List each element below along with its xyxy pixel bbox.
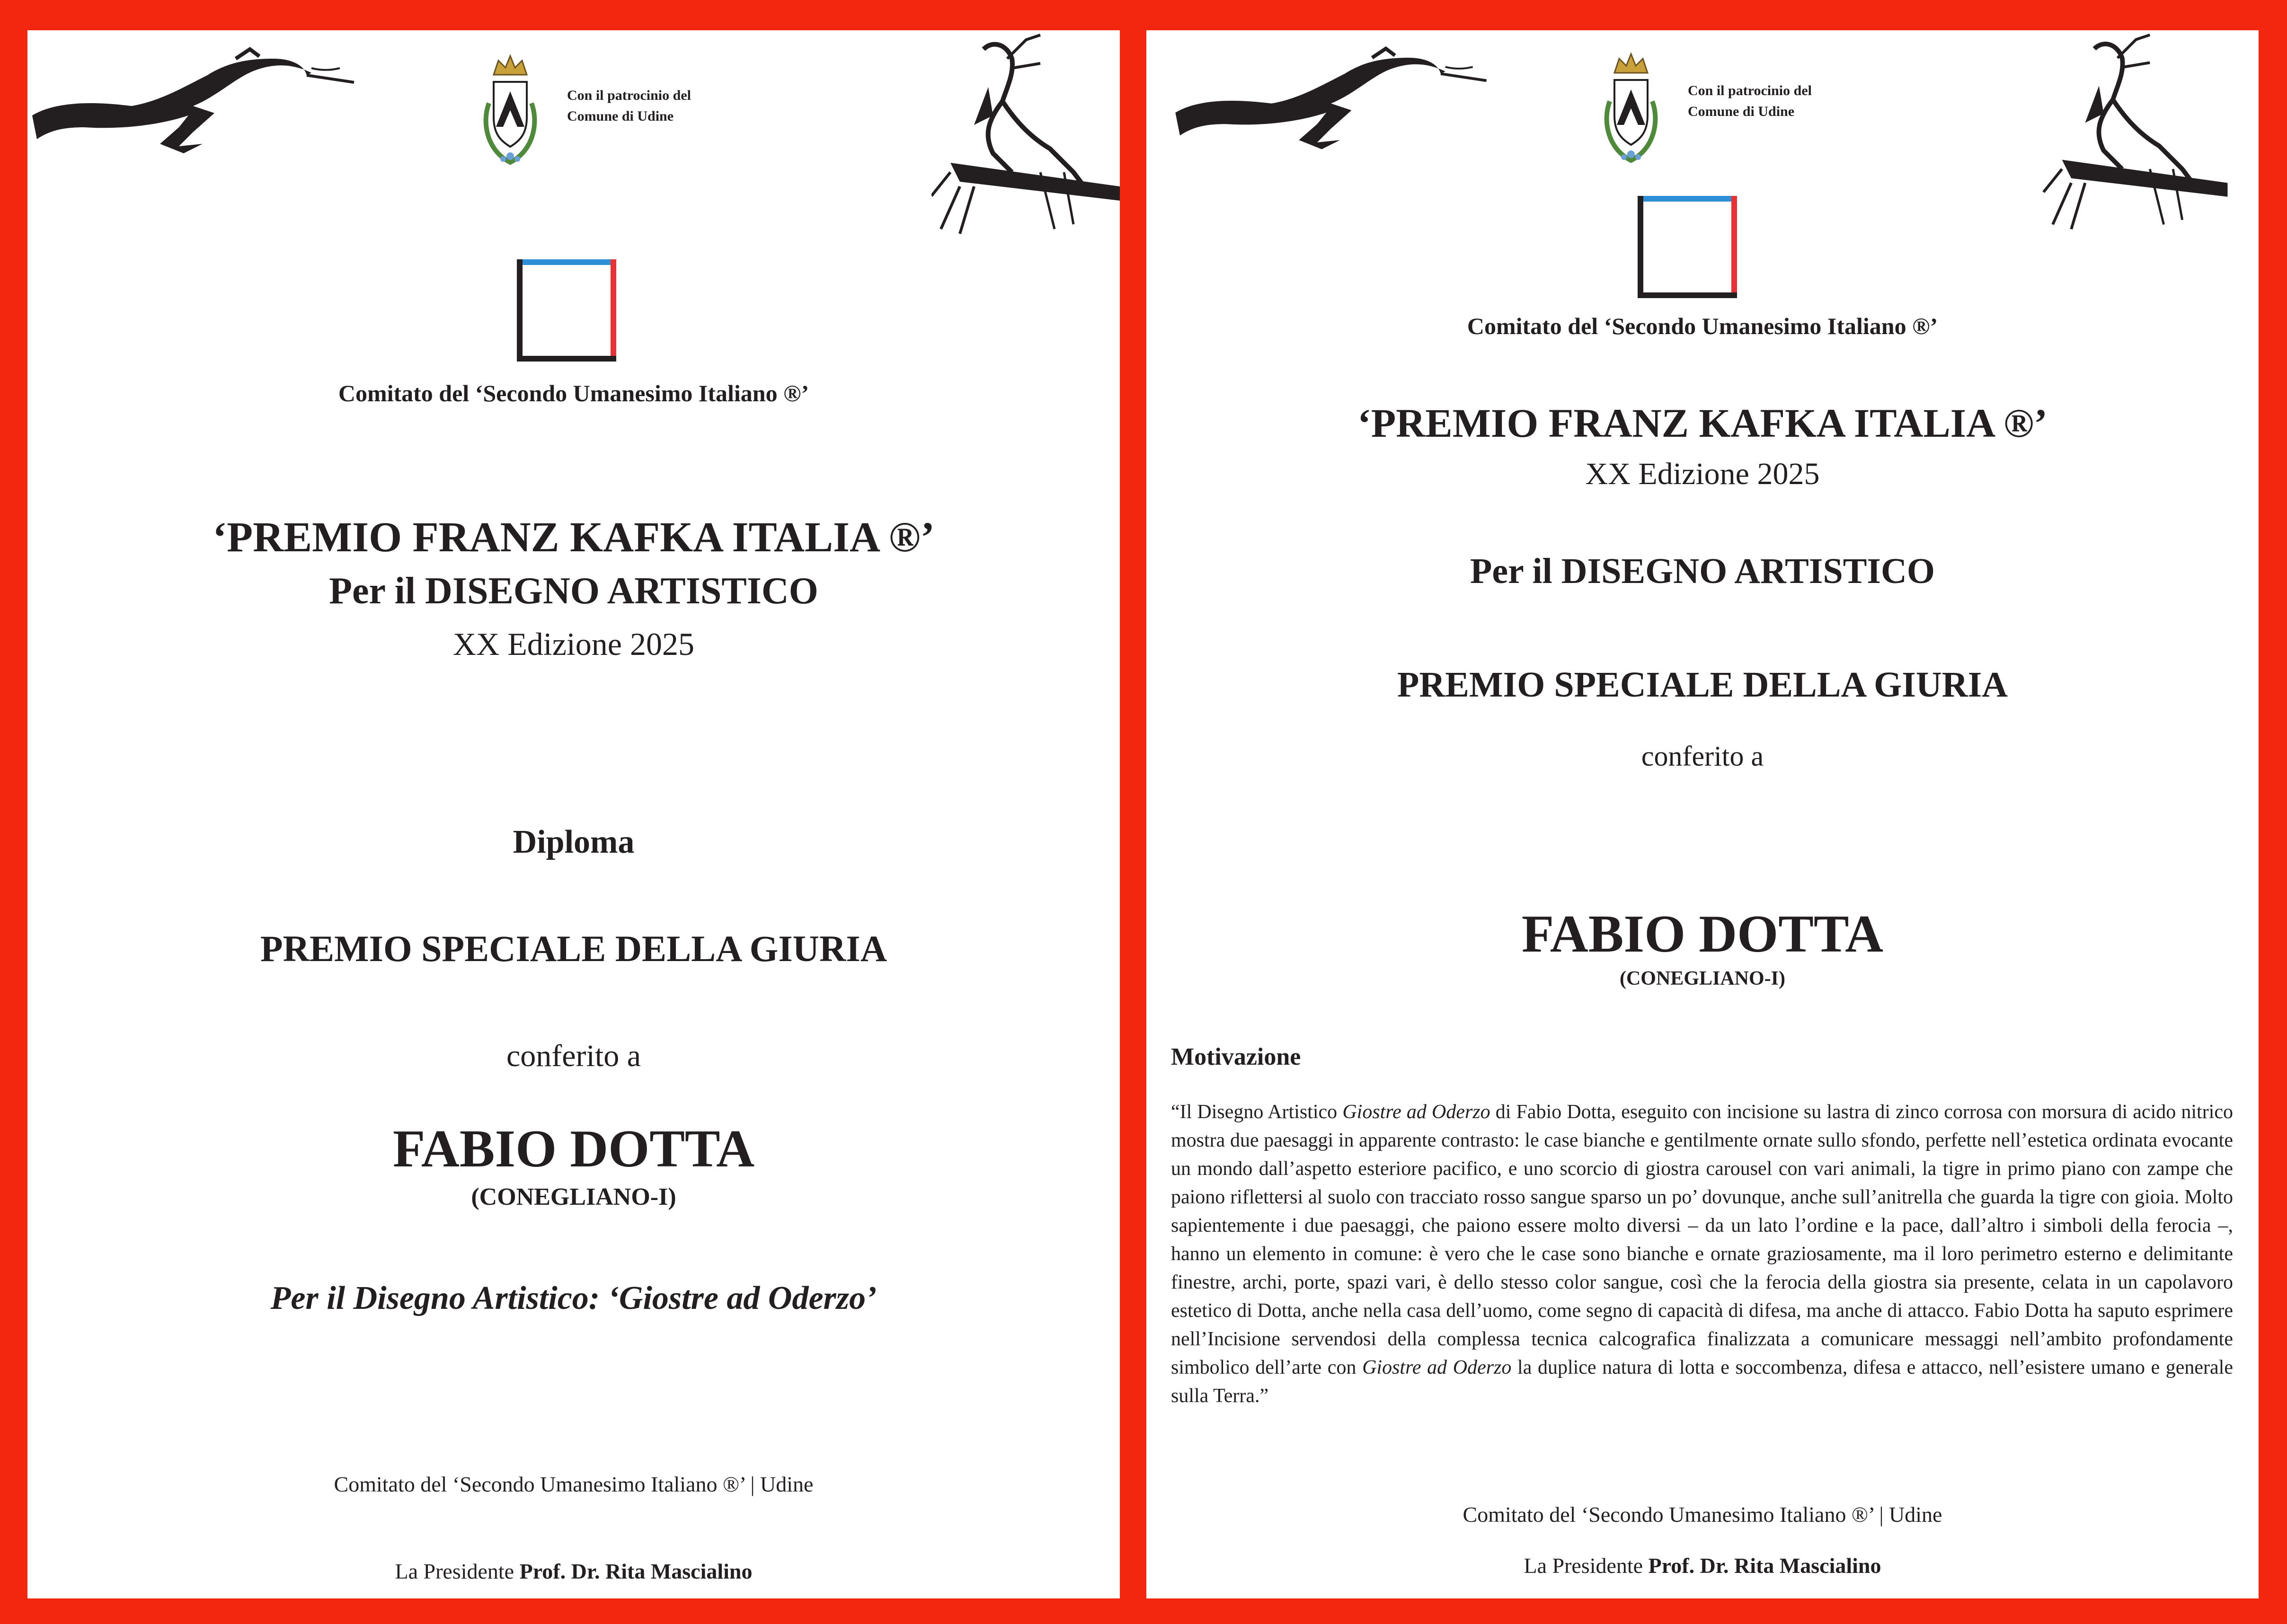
special-prize-label: PREMIO SPECIALE DELLA GIURIA <box>260 928 887 969</box>
ink-figure-drawing <box>2041 30 2230 234</box>
patronage-text <box>567 85 691 127</box>
president-name: Prof. Dr. Rita Mascialino <box>1648 1553 1881 1578</box>
awarded-to-label: conferito a <box>506 1039 641 1073</box>
diploma-label: Diploma <box>513 824 635 860</box>
footer-committee: Comitato del ‘Secondo Umanesimo Italiano ®’ | Udine <box>334 1472 814 1496</box>
winner-name: FABIO DOTTA <box>392 1120 755 1178</box>
ink-bird-drawing <box>27 30 359 172</box>
committee-name: Comitato del ‘Secondo Umanesimo Italiano ®’ <box>338 380 809 406</box>
diploma-page-left <box>27 30 1120 1598</box>
president-name: Prof. Dr. Rita Mascialino <box>519 1559 753 1583</box>
motivation-part-1: “Il Disegno Artistico <box>1171 1101 1343 1123</box>
president-label: La Presidente <box>395 1559 514 1583</box>
president-line <box>1146 1553 2259 1578</box>
udine-coat-of-arms-icon <box>1603 44 1659 168</box>
president-line <box>27 1559 1120 1584</box>
motivation-title: Motivazione <box>1171 1043 1301 1070</box>
edition-label: XX Edizione 2025 <box>453 626 694 662</box>
committee-name: Comitato del ‘Secondo Umanesimo Italiano ®’ <box>1467 313 1938 339</box>
award-category: Per il DISEGNO ARTISTICO <box>1470 551 1935 591</box>
motivation-part-2: di Fabio Dotta, eseguito con incisione su lastra di zinco corrosa con morsura di acido nitrico mostra due paesaggi in apparente contrasto: le case bianche e gentilmente ornate sullo sfondo, perfette nell’estetica ordinata evocante un mondo dall’aspetto esteriore pacifico, e uno scorcio di giostra carousel con vari animali, la tigre in primo piano con zampe che paiono riflettersi al suolo con tracciato rosso sangue sparso un po’ dovunque, anche sull’anitrella che guarda la tigre con gioia. Molto sapientemente i due paesaggi, che paiono essere molto diversi – da un lato l’ordine e la pace, dall’altro i simboli della ferocia –, hanno un elemento in comune: è vero che le case sono bianche e ornate graziosamente, ma il loro perimetro esterno e delimitante finestre, archi, porte, spazi vari, è dello stesso color sangue, così che la ferocia della giostra sia presente, celata in un capolavoro estetico di Dotta, anche nella casa dell’uomo, come segno di capacità di difesa, ma anche di attacco. Fabio Dotta ha saputo esprimere nell’Incisione servendosi della complessa tecnica calcografica finalizzata a comunicare messaggi nell’ambito profondamente simbolico dell’arte con <box>1171 1101 2233 1378</box>
motivation-part-3: la duplice natura di lotta e soccombenza, difesa e attacco, nell’esistere umano e generale sulla Terra.” <box>1171 1357 2233 1407</box>
motivation-work-title-2: Giostre ad Oderzo <box>1362 1357 1512 1378</box>
ink-figure-drawing <box>931 30 1120 238</box>
work-line: Per il Disegno Artistico: ‘Giostre ad Oderzo’ <box>270 1280 877 1316</box>
winner-place: (CONEGLIANO-I) <box>471 1183 676 1210</box>
diploma-page-right <box>1146 30 2259 1598</box>
president-label: La Presidente <box>1524 1553 1643 1578</box>
edition-label: XX Edizione 2025 <box>1585 457 1820 491</box>
motivation-work-title-1: Giostre ad Oderzo <box>1342 1101 1490 1123</box>
award-title: ‘PREMIO FRANZ KAFKA ITALIA ®’ <box>1357 400 2048 446</box>
award-category: Per il DISEGNO ARTISTICO <box>329 570 818 612</box>
secondo-umanesimo-square-logo <box>1635 193 1743 301</box>
udine-coat-of-arms-icon <box>482 46 539 169</box>
patronage-line-2: Comune di Udine <box>567 108 674 124</box>
special-prize-label: PREMIO SPECIALE DELLA GIURIA <box>1397 665 2008 705</box>
patronage-text <box>1688 80 1812 122</box>
patronage-line-1: Con il patrocinio del <box>567 88 691 103</box>
winner-place: (CONEGLIANO-I) <box>1619 968 1785 989</box>
footer-committee: Comitato del ‘Secondo Umanesimo Italiano ®’ | Udine <box>1463 1502 1942 1527</box>
motivation-text <box>1171 1098 2233 1410</box>
award-title: ‘PREMIO FRANZ KAFKA ITALIA ®’ <box>213 514 935 561</box>
patronage-line-2: Comune di Udine <box>1688 104 1795 119</box>
winner-name: FABIO DOTTA <box>1521 905 1884 963</box>
ink-bird-drawing <box>1165 30 1497 168</box>
secondo-umanesimo-square-logo <box>514 256 622 364</box>
patronage-line-1: Con il patrocinio del <box>1688 83 1812 98</box>
awarded-to-label: conferito a <box>1641 741 1764 772</box>
